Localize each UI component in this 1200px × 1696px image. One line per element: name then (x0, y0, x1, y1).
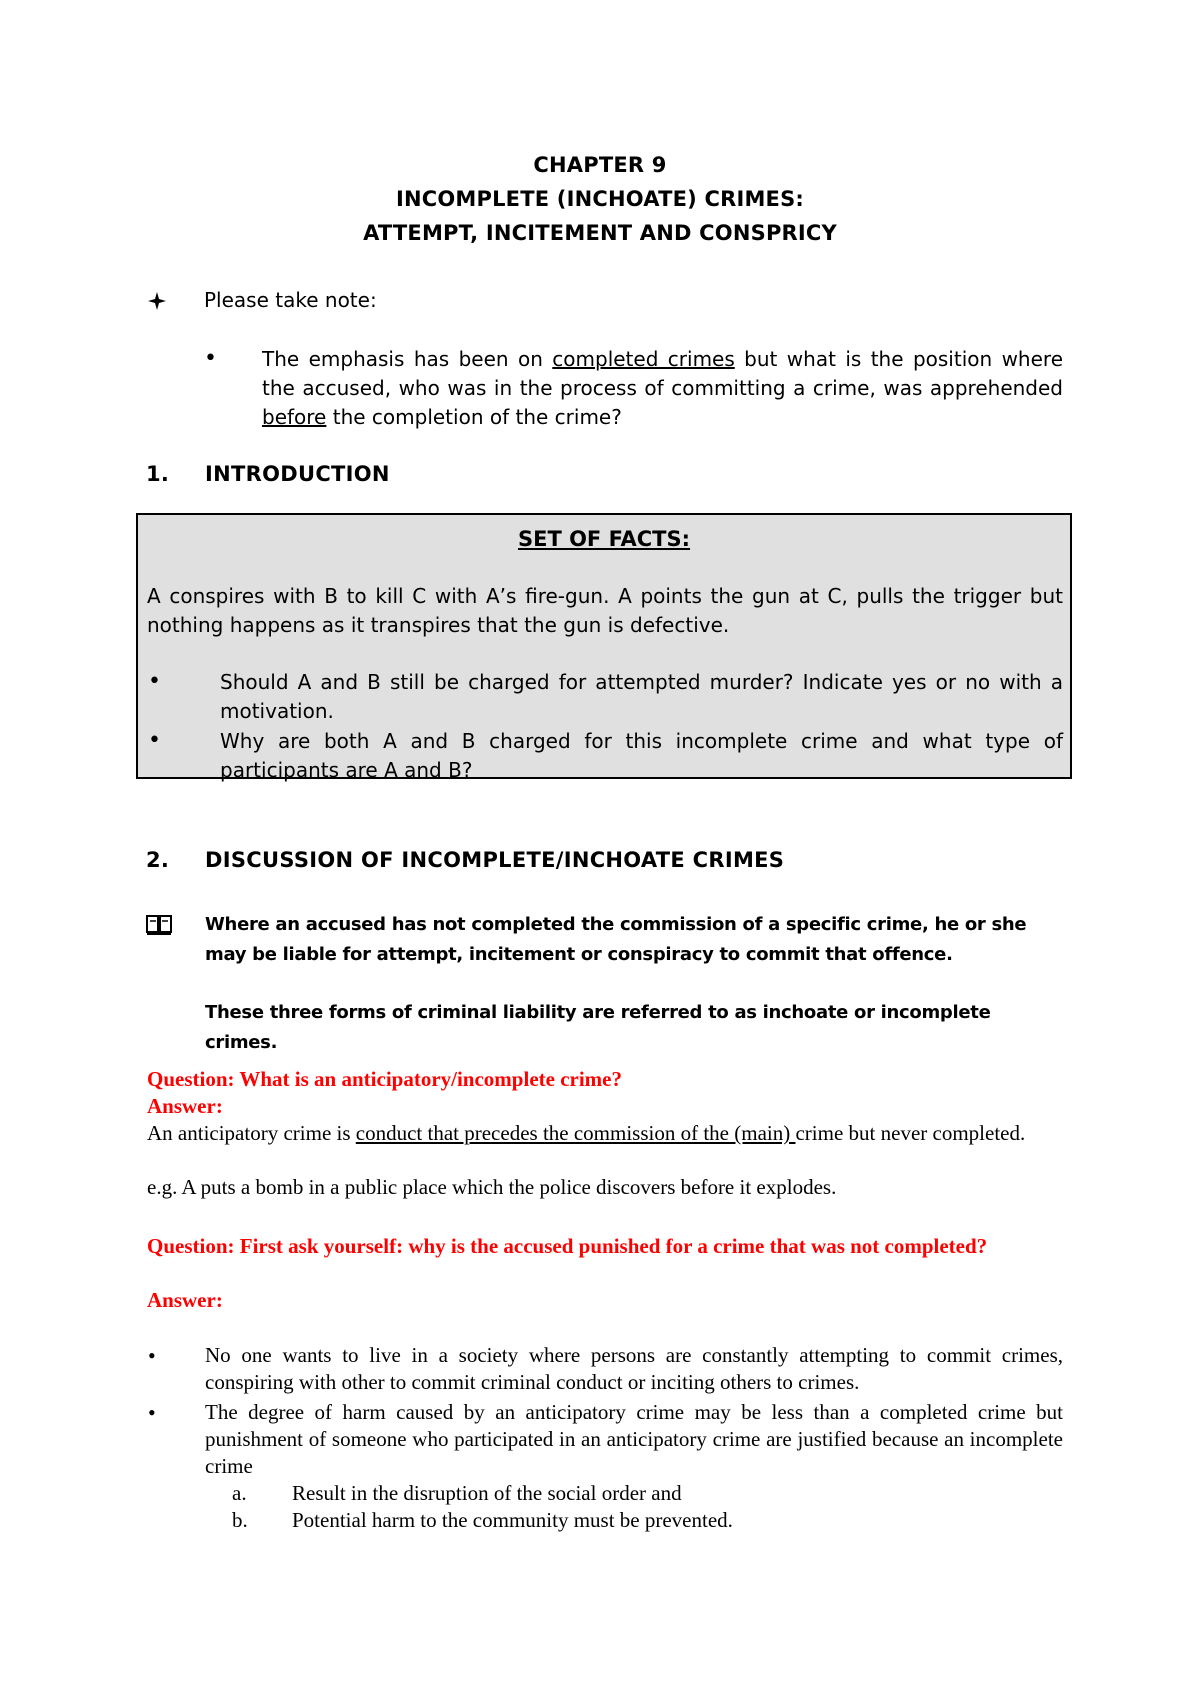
answer-1-label: Answer: (147, 1094, 223, 1118)
question-2: Question: First ask yourself: why is the accused punished for a crime that was not completed? (147, 1234, 988, 1258)
section1-number: 1. (146, 462, 170, 486)
facts-heading: SET OF FACTS: (517, 527, 691, 551)
chapter-title-line2: ATTEMPT, INCITEMENT AND CONSPRICY (363, 221, 837, 245)
sub-item-marker: a. (232, 1481, 247, 1505)
answer-bullet-icon: • (148, 1343, 156, 1368)
chapter-number: CHAPTER 9 (533, 153, 667, 177)
answer-1-example: e.g. A puts a bomb in a public place which the police discovers before it explodes. (147, 1175, 837, 1199)
facts-box (136, 513, 1072, 782)
facts-bullet-1: Should A and B still be charged for attempted murder? Indicate yes or no with a motivation. (220, 670, 1063, 723)
chapter-title-line1: INCOMPLETE (INCHOATE) CRIMES: (395, 187, 805, 211)
section1-title: INTRODUCTION (205, 462, 390, 486)
answer-bullet-icon: • (148, 1400, 156, 1425)
book-note-text: Where an accused has not completed the commission of a specific crime, he or she may be liable for attempt, incitement or conspiracy to commit that offence. (205, 914, 1027, 965)
section2-title: DISCUSSION OF INCOMPLETE/INCHOATE CRIMES (205, 848, 785, 872)
answer-2-bullet-1: No one wants to live in a society where persons are constantly attempting to commit crimes, conspiring with other to commit criminal conduct or inciting others to crimes. (205, 1343, 1063, 1394)
sub-item-marker: b. (232, 1508, 248, 1532)
sub-item-a: Result in the disruption of the social order and (292, 1481, 682, 1505)
sub-item-b: Potential harm to the community must be prevented. (292, 1508, 733, 1532)
question-1: Question: What is an anticipatory/incomplete crime? (147, 1067, 622, 1091)
answer-2-label: Answer: (147, 1288, 223, 1312)
note-bullet-icon: • (204, 346, 217, 371)
facts-bullet-icon: • (148, 669, 161, 694)
answer-2-bullet-2: The degree of harm caused by an anticipatory crime may be less than a completed crime but punishment of someone who participated in an anticipatory crime are justified because an incomplete crime (205, 1400, 1063, 1478)
note-bullet-text: The emphasis has been on completed crimes but what is the position where the accused, who was in the process of committing a crime, was apprehended before the completion of the crime? (262, 347, 1063, 429)
section2-number: 2. (146, 848, 170, 872)
facts-text: A conspires with B to kill C with A’s fire-gun. A points the gun at C, pulls the trigger but nothing happens as it transpires that the gun is defective. (147, 584, 1063, 637)
diamond-bullet-icon (148, 289, 166, 318)
facts-bullet-icon: • (148, 728, 161, 753)
book-note-summary: These three forms of criminal liability are referred to as inchoate or incomplete crimes. (205, 1002, 991, 1053)
book-icon (146, 914, 172, 940)
note-label: Please take note: (204, 288, 377, 312)
answer-1-text: An anticipatory crime is conduct that precedes the commission of the (main) crime but never completed. (147, 1121, 1026, 1145)
facts-bullet-2: Why are both A and B charged for this incomplete crime and what type of participants are A and B? (220, 729, 1063, 782)
